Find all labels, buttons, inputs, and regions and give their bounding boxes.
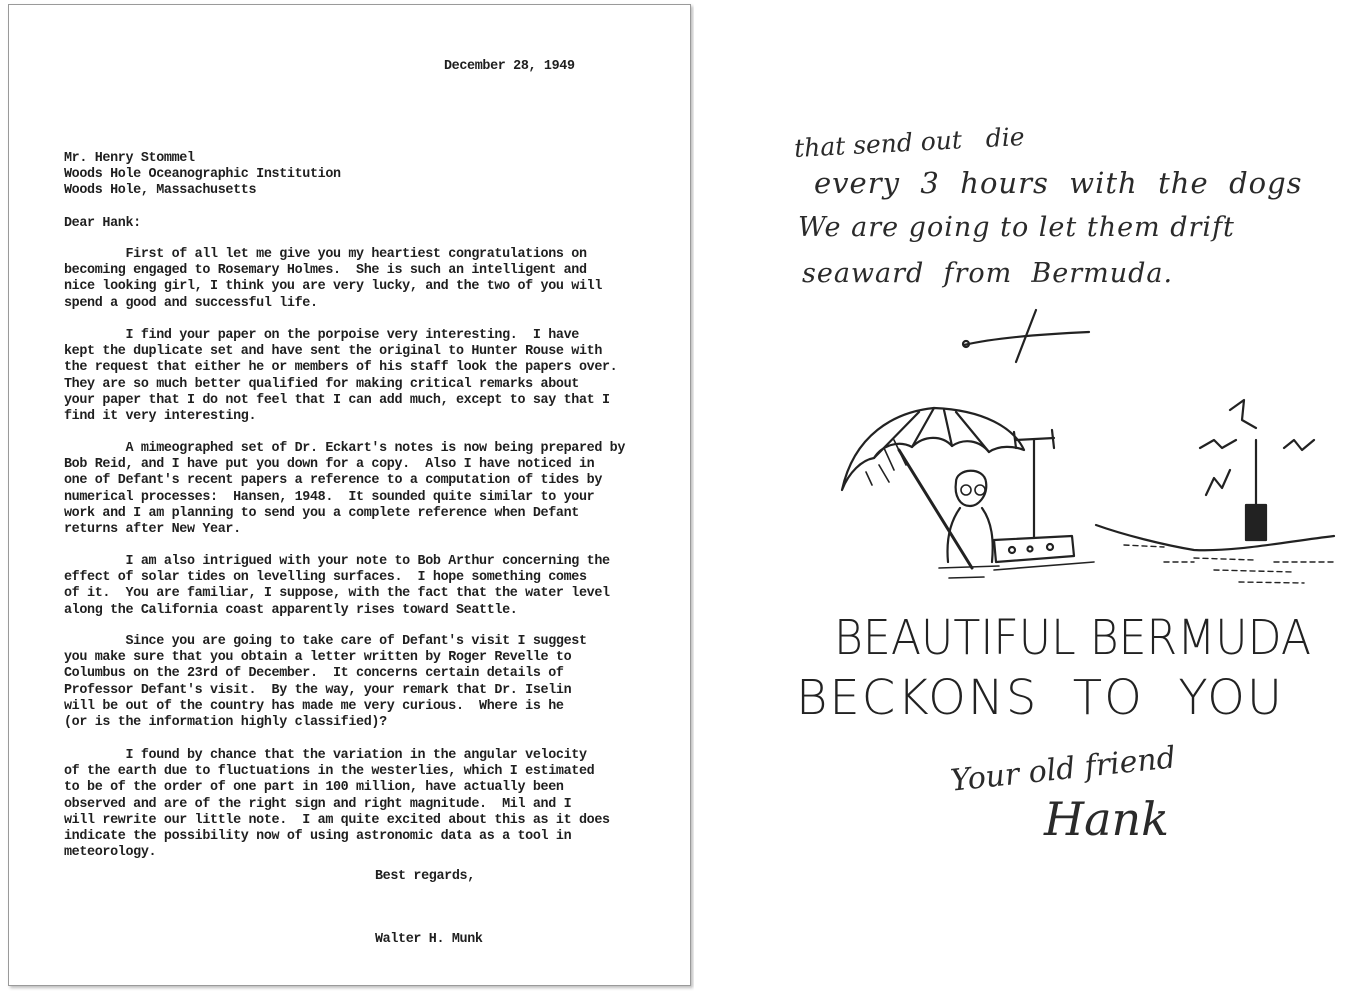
handwritten-line: We are going to let them drift — [798, 212, 1235, 243]
paragraph-line: to be of the order of one part in 100 million, have actually been — [64, 780, 564, 796]
paragraph-line: becoming engaged to Rosemary Holmes. She is such an intelligent and — [64, 263, 587, 279]
paragraph-line: returns after New Year. — [64, 522, 241, 538]
caption-line-2: BECKONS TO YOU — [796, 670, 1285, 726]
handwritten-line: seaward from Bermuda. — [802, 258, 1174, 289]
paragraph-1 — [64, 247, 664, 312]
paragraph-line: First of all let me give you my heartiest congratulations on — [64, 247, 587, 262]
paragraph-line: one of Defant's recent papers a reference to a computation of tides by — [64, 473, 602, 489]
paragraph-line: Columbus on the 23rd of December. It concerns certain details of — [64, 666, 564, 682]
paragraph-3 — [64, 441, 664, 538]
handwritten-line: every 3 hours with the dogs — [814, 166, 1303, 200]
paragraph-line: kept the duplicate set and have sent the original to Hunter Rouse with — [64, 344, 602, 360]
paragraph-line: find it very interesting. — [64, 409, 257, 425]
radio-antenna-icon — [994, 430, 1074, 562]
typed-signature: Walter H. Munk — [375, 932, 483, 947]
paragraph-line: meteorology. — [64, 845, 157, 861]
paragraph-line: effect of solar tides on levelling surfaces. I hope something comes — [64, 570, 587, 586]
paragraph-line: (or is the information highly classified)? — [64, 715, 387, 731]
paragraph-line: along the California coast apparently rises toward Seattle. — [64, 602, 518, 618]
buoy-icon — [1200, 400, 1314, 540]
handwritten-line: that send out die — [793, 121, 1026, 164]
address-line: Woods Hole Oceanographic Institution — [64, 167, 341, 182]
beach-umbrella-icon — [842, 408, 1024, 568]
letter-date: December 28, 1949 — [444, 59, 575, 74]
paragraph-line: spend a good and successful life. — [64, 295, 318, 311]
paragraph-line: I found by chance that the variation in the angular velocity — [64, 748, 587, 763]
paragraph-line: you make sure that you obtain a letter written by Roger Revelle to — [64, 650, 572, 666]
closing: Best regards, — [375, 869, 475, 884]
handwritten-signature: Hank — [1044, 792, 1170, 846]
paragraph-line: of the earth due to fluctuations in the westerlies, which I estimated — [64, 764, 595, 780]
paragraph-line: Bob Reid, and I have put you down for a copy. Also I have noticed in — [64, 457, 595, 473]
signoff: Your old friend — [948, 740, 1178, 799]
paragraph-line: of it. You are familiar, I suppose, with the fact that the water level — [64, 586, 610, 602]
typed-letter — [8, 4, 691, 986]
paragraph-line: Professor Defant's visit. By the way, your remark that Dr. Iselin — [64, 682, 572, 698]
paragraph-line: nice looking girl, I think you are very lucky, and the two of you will — [64, 279, 602, 295]
address-line: Woods Hole, Massachusetts — [64, 183, 257, 198]
paragraph-4 — [64, 554, 664, 619]
paragraph-line: numerical processes: Hansen, 1948. It sounded quite similar to your — [64, 489, 595, 505]
paragraph-line: will be out of the country has made me very curious. Where is he — [64, 698, 564, 714]
paragraph-line: indicate the possibility now of using astronomic data as a tool in — [64, 829, 572, 845]
paragraph-line: I am also intrigued with your note to Bob Arthur concerning the — [64, 554, 610, 569]
paragraph-line: A mimeographed set of Dr. Eckart's notes is now being prepared by — [64, 441, 626, 456]
address-line: Mr. Henry Stommel — [64, 151, 195, 166]
flourish-divider-icon — [963, 310, 1089, 362]
paragraph-5 — [64, 634, 664, 731]
paragraph-line: will rewrite our little note. I am quite excited about this as it does — [64, 812, 610, 828]
handwritten-card — [694, 0, 1347, 991]
paragraph-line: I find your paper on the porpoise very interesting. I have — [64, 328, 579, 343]
paragraph-2 — [64, 328, 664, 425]
paragraph-line: your paper that I do not feel that I can add much, except to say that I — [64, 392, 610, 408]
caption-line-1: BEAUTIFUL BERMUDA — [834, 610, 1312, 666]
paragraph-line: Since you are going to take care of Defant's visit I suggest — [64, 634, 587, 649]
paragraph-line: observed and are of the right sign and right magnitude. Mil and I — [64, 796, 572, 812]
paragraph-line: the request that either he or members of his staff look the papers over. — [64, 360, 618, 376]
paragraph-line: work and I am planning to send you a complete reference when Defant — [64, 505, 579, 521]
person-with-glasses-icon — [948, 471, 993, 562]
paragraph-6 — [64, 748, 664, 861]
paragraph-line: They are so much better qualified for making critical remarks about — [64, 376, 579, 392]
salutation: Dear Hank: — [64, 216, 141, 231]
